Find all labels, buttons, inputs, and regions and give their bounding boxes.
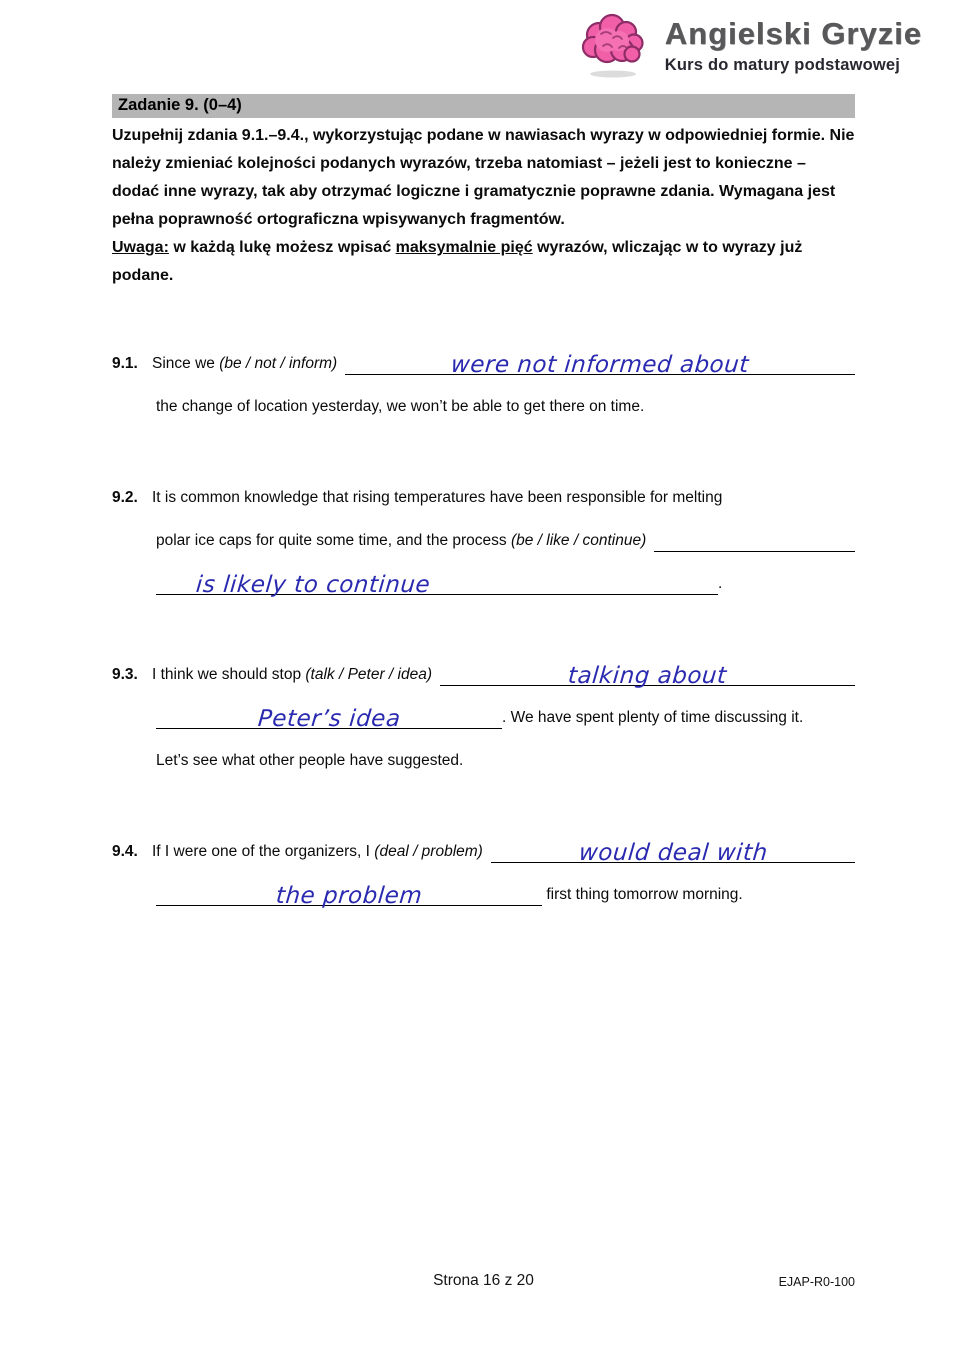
question-number: 9.4. xyxy=(112,843,138,860)
question-9-2-line-2 xyxy=(112,523,855,552)
question-9-4-line-1 xyxy=(112,834,855,866)
word-hint: (be / like / continue) xyxy=(510,532,647,549)
task-note xyxy=(112,234,855,290)
note-emphasis: maksymalnie pięć xyxy=(395,239,533,256)
question-text: the change of location yesterday, we won’t be able to get there on time. xyxy=(156,398,645,415)
question-text: . We have spent plenty of time discussing it. xyxy=(502,709,804,726)
question-number: 9.1. xyxy=(112,355,138,372)
question-text: Since we (be / not / inform) xyxy=(152,355,338,372)
note-tail: wyrazów, wliczając w to wyrazy już podane. xyxy=(112,239,803,284)
note-label: Uwaga: xyxy=(112,239,169,256)
question-9-2-line-1 xyxy=(112,480,855,509)
question-text: Let’s see what other people have suggested. xyxy=(156,752,464,769)
document-content xyxy=(112,94,855,968)
answer-blank-9-3-a xyxy=(440,662,855,689)
question-text: polar ice caps for quite some time, and the process (be / like / continue) xyxy=(156,532,647,549)
question-9-1 xyxy=(112,346,855,418)
question-9-2-line-3 xyxy=(112,566,855,598)
handwritten-answer: would deal with xyxy=(577,840,769,866)
questions-list xyxy=(112,346,855,909)
question-text: It is common knowledge that rising temperatures have been responsible for melting xyxy=(152,489,723,506)
handwritten-answer: Peter’s idea xyxy=(256,706,402,732)
brand-logo xyxy=(577,8,922,84)
question-9-3-line-1 xyxy=(112,657,855,689)
question-9-2 xyxy=(112,480,855,598)
answer-blank-start xyxy=(654,537,855,553)
question-9-3 xyxy=(112,657,855,772)
note-mid: w każdą lukę możesz wpisać xyxy=(168,239,396,256)
answer-blank-9-1 xyxy=(345,351,855,378)
brand-title: Angielski Gryzie xyxy=(664,16,922,52)
question-number: 9.3. xyxy=(112,666,138,683)
brain-logo-icon xyxy=(577,8,651,84)
question-number: 9.2. xyxy=(112,489,138,506)
page-number: Strona 16 z 20 xyxy=(433,1272,534,1289)
question-9-1-line-1 xyxy=(112,346,855,378)
question-9-3-line-2 xyxy=(112,700,855,732)
task-header-bar: Zadanie 9. (0–4) xyxy=(112,94,855,118)
word-hint: (be / not / inform) xyxy=(219,355,338,372)
question-text: first thing tomorrow morning. xyxy=(546,886,743,903)
word-hint: (talk / Peter / idea) xyxy=(305,666,433,683)
answer-blank-9-3-b xyxy=(156,705,502,732)
page-footer xyxy=(112,1272,855,1290)
brand-text xyxy=(665,17,922,74)
question-text: If I were one of the organizers, I (deal / problem) xyxy=(152,843,483,860)
handwritten-answer: were not informed about xyxy=(450,352,751,378)
answer-blank-9-2 xyxy=(156,571,718,598)
question-9-1-line-2 xyxy=(112,389,855,418)
handwritten-answer: talking about xyxy=(567,663,728,689)
word-hint: (deal / problem) xyxy=(374,843,483,860)
handwritten-answer: is likely to continue xyxy=(194,572,432,598)
question-9-4-line-2 xyxy=(112,877,855,909)
document-code: EJAP-R0-100 xyxy=(778,1275,855,1289)
sentence-end: . xyxy=(718,575,723,592)
answer-blank-9-4-b xyxy=(156,882,542,909)
task-instructions: Uzupełnij zdania 9.1.–9.4., wykorzystując podane w nawiasach wyrazy w odpowiedniej formie. Nie należy zmieniać kolejności podanych wyrazów, trzeba natomiast – jeżeli jest to konieczne – dodać inne wyrazy, tak aby otrzymać logiczne i gramatycznie poprawne zdania. Wymagana jest pełna poprawność ortograficzna wpisywanych fragmentów. xyxy=(112,127,855,228)
answer-blank-9-4-a xyxy=(491,839,855,866)
question-text: I think we should stop (talk / Peter / idea) xyxy=(152,666,433,683)
handwritten-answer: the problem xyxy=(274,883,424,909)
question-9-4 xyxy=(112,834,855,909)
question-9-3-line-3 xyxy=(112,743,855,772)
brand-subtitle: Kurs do matury podstawowej xyxy=(664,55,901,74)
